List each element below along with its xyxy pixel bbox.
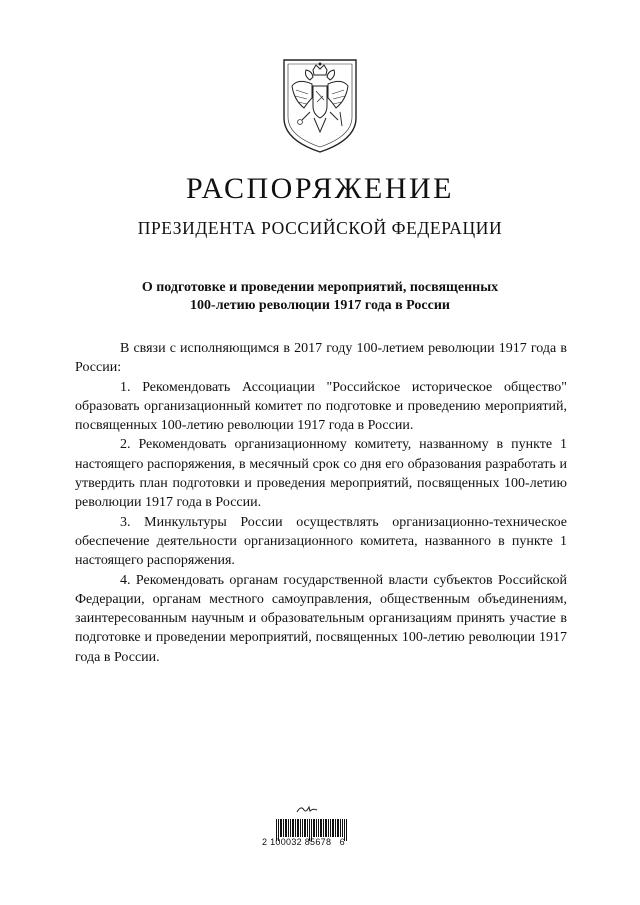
heading-line-1: О подготовке и проведении мероприятий, посвященных [141,280,499,295]
coat-of-arms-icon [280,56,360,154]
document-body [75,339,567,667]
document-heading [80,279,560,315]
paragraph-item-4: 4. Рекомендовать органам государственной власти субъектов Российской Федерации, органам местного самоуправления, общественным объединениям, заинтересованным научным и образовательным организациям принять участие в подготовке и проведении мероприятий, посвященных 100-летию революции 1917 года в России. [75,572,567,665]
barcode-number: 2 100032 85678 6 [262,837,345,847]
document-title: РАСПОРЯЖЕНИЕ [185,172,455,205]
paragraph-intro: В связи с исполняющимся в 2017 году 100-летием революции 1917 года в России: [75,341,567,376]
paragraph-item-3: 3. Минкультуры России осуществлять организационно-техническое обеспечение деятельности организационного комитета, названного в пункте 1 настоящего распоряжения. [75,514,567,569]
document-subtitle: ПРЕЗИДЕНТА РОССИЙСКОЙ ФЕДЕРАЦИИ [137,218,503,238]
signature-icon [296,804,318,814]
paragraph-item-2: 2. Рекомендовать организационному комитету, названному в пункте 1 настоящего распоряжения, в месячный срок со дня его образования разработать и утвердить план подготовки и проведения мероприятий, посвященных 100-летию революции 1917 года в России. [75,437,567,511]
heading-line-2: 100-летию революции 1917 года в России [190,298,450,313]
paragraph-item-1: 1. Рекомендовать Ассоциации "Российское историческое общество" образовать организационный комитет по подготовке и проведению мероприятий, посвященных 100-летию революции 1917 года в России. [75,379,567,434]
